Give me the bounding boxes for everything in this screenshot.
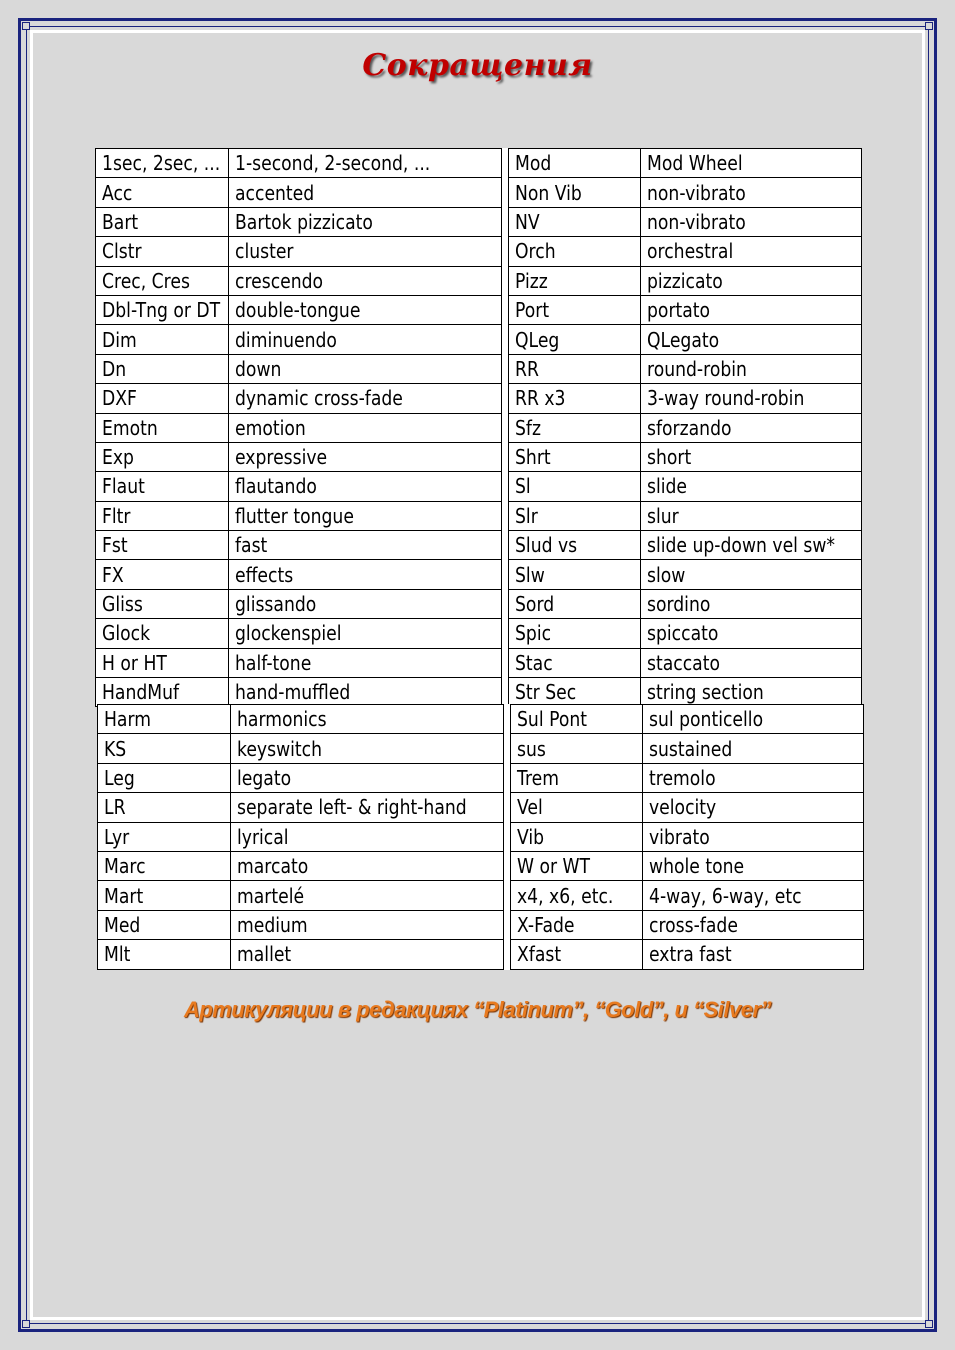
meaning-text: slide [647,474,688,499]
column-separator [502,384,509,413]
table-row [96,354,862,383]
abbreviation-cell [98,881,231,910]
meaning-cell [229,266,502,295]
abbreviation-cell [509,207,641,236]
meaning-cell [643,822,864,851]
abbreviation-cell [509,619,641,648]
meaning-cell [641,648,862,677]
meaning-text: double-tongue [235,298,361,323]
abbreviation-cell [511,910,643,939]
meaning-text: 4-way, 6-way, etc [649,883,802,908]
abbreviation-cell [509,237,641,266]
meaning-text: separate left- & right-hand [237,795,467,820]
abbreviation-text: Flaut [102,474,145,499]
column-separator [502,149,509,178]
meaning-text: round-robin [647,356,747,381]
abbreviation-text: Acc [102,180,133,205]
meaning-cell [641,207,862,236]
meaning-text: martelé [237,883,305,908]
corner-ornament [22,1320,30,1328]
meaning-cell [643,851,864,880]
table-row [96,531,862,560]
abbreviation-text: Sl [515,474,531,499]
abbreviation-cell [98,763,231,792]
meaning-text: tremolo [649,765,716,790]
meaning-cell [231,705,504,734]
meaning-cell [643,734,864,763]
meaning-text: 3-way round-robin [647,386,805,411]
page-title: Сокращения [362,48,593,83]
abbreviation-text: sus [517,736,546,761]
abbreviation-cell [509,472,641,501]
column-separator [502,619,509,648]
corner-ornament [925,22,933,30]
abbreviation-cell [96,325,229,354]
column-separator [502,560,509,589]
abbreviation-text: RR [515,356,539,381]
abbreviation-text: Sord [515,592,555,617]
abbreviation-cell [509,384,641,413]
meaning-cell [229,501,502,530]
meaning-text: marcato [237,854,309,879]
table-row [98,910,864,939]
abbreviation-text: Sfz [515,415,542,440]
column-separator [502,295,509,324]
meaning-text: harmonics [237,707,327,732]
meaning-cell [229,384,502,413]
abbreviation-cell [96,295,229,324]
meaning-cell [641,501,862,530]
abbreviations-table-bottom [97,704,864,970]
table-row [96,501,862,530]
meaning-cell [229,354,502,383]
abbreviation-text: Fltr [102,503,131,528]
table-row [96,266,862,295]
meaning-cell [229,472,502,501]
table-row [98,705,864,734]
meaning-cell [229,237,502,266]
column-separator [504,793,511,822]
abbreviation-text: Pizz [515,268,548,293]
column-separator [502,442,509,471]
meaning-cell [231,763,504,792]
abbreviation-text: Str Sec [515,680,577,705]
meaning-text: whole tone [649,854,745,879]
meaning-text: slur [647,503,679,528]
meaning-cell [229,560,502,589]
meaning-cell [643,763,864,792]
table-row [96,237,862,266]
abbreviation-cell [509,648,641,677]
abbreviation-text: Vel [517,795,543,820]
abbreviation-text: Non Vib [515,180,582,205]
table-row [96,325,862,354]
abbreviation-cell [509,442,641,471]
table-row [96,560,862,589]
abbreviation-cell [509,560,641,589]
column-separator [502,531,509,560]
column-separator [504,763,511,792]
table-row [98,734,864,763]
meaning-cell [641,472,862,501]
table-row [96,384,862,413]
meaning-cell [231,822,504,851]
meaning-cell [231,793,504,822]
abbreviation-cell [98,910,231,939]
abbreviation-text: X-Fade [517,912,575,937]
abbreviation-cell [509,531,641,560]
column-separator [504,910,511,939]
meaning-cell [641,678,862,707]
abbreviation-text: H or HT [102,650,167,675]
meaning-text: QLegato [647,327,720,352]
articulations-caption: Артикуляции в редакциях “Platinum”, “Gold”, и “Silver” [183,997,772,1022]
meaning-text: cross-fade [649,912,738,937]
abbreviation-text: Emotn [102,415,158,440]
meaning-cell [229,413,502,442]
abbreviation-cell [511,763,643,792]
table-row [98,851,864,880]
abbreviation-text: Med [104,912,141,937]
abbreviation-cell [509,295,641,324]
abbreviation-text: Harm [104,707,152,732]
column-separator [504,822,511,851]
abbreviation-cell [98,705,231,734]
meaning-cell [229,178,502,207]
column-separator [504,881,511,910]
table-row [96,178,862,207]
table-row [96,619,862,648]
meaning-text: non-vibrato [647,180,746,205]
table-row [96,413,862,442]
meaning-text: portato [647,298,711,323]
meaning-text: lyrical [237,824,289,849]
column-separator [502,648,509,677]
abbreviation-text: Stac [515,650,553,675]
meaning-text: slow [647,562,686,587]
column-separator [502,207,509,236]
meaning-text: pizzicato [647,268,723,293]
abbreviation-text: Exp [102,445,134,470]
abbreviation-cell [96,149,229,178]
table-row [96,589,862,618]
meaning-text: diminuendo [235,327,337,352]
abbreviation-text: Mlt [104,942,131,967]
abbreviation-cell [96,589,229,618]
meaning-cell [231,734,504,763]
abbreviation-cell [96,237,229,266]
abbreviation-text: Slud vs [515,533,578,558]
table-row [96,442,862,471]
table-row [98,763,864,792]
abbreviation-cell [509,149,641,178]
meaning-text: sustained [649,736,733,761]
abbreviation-text: Mart [104,883,144,908]
abbreviation-text: FX [102,562,124,587]
meaning-cell [643,881,864,910]
meaning-text: Bartok pizzicato [235,209,373,234]
meaning-cell [641,178,862,207]
abbreviation-cell [96,501,229,530]
meaning-cell [229,442,502,471]
abbreviation-cell [96,354,229,383]
abbreviation-text: Gliss [102,592,143,617]
abbreviation-cell [511,881,643,910]
abbreviation-text: Port [515,298,550,323]
meaning-cell [643,705,864,734]
meaning-text: sforzando [647,415,732,440]
abbreviations-table-top [95,148,862,707]
meaning-cell [641,619,862,648]
abbreviation-text: Fst [102,533,128,558]
meaning-text: effects [235,562,294,587]
abbreviation-cell [96,207,229,236]
column-separator [502,325,509,354]
meaning-cell [641,531,862,560]
abbreviation-text: Vib [517,824,545,849]
meaning-text: keyswitch [237,736,323,761]
meaning-cell [641,149,862,178]
abbreviation-cell [509,178,641,207]
meaning-cell [641,384,862,413]
meaning-cell [643,940,864,969]
abbreviation-text: Xfast [517,942,562,967]
abbreviation-cell [511,793,643,822]
meaning-text: glockenspiel [235,621,342,646]
abbreviation-cell [98,851,231,880]
abbreviation-cell [98,734,231,763]
meaning-text: hand-muffled [235,680,351,705]
meaning-cell [641,325,862,354]
corner-ornament [925,1320,933,1328]
abbreviation-cell [509,354,641,383]
meaning-text: crescendo [235,268,324,293]
column-separator [502,678,509,707]
abbreviation-cell [511,940,643,969]
abbreviation-cell [511,851,643,880]
abbreviation-cell [98,793,231,822]
abbreviation-text: DXF [102,386,137,411]
meaning-text: sordino [647,592,711,617]
meaning-cell [641,560,862,589]
abbreviation-cell [509,501,641,530]
table-row [96,207,862,236]
meaning-cell [641,589,862,618]
abbreviation-text: Leg [104,765,135,790]
meaning-text: half-tone [235,650,312,675]
abbreviation-cell [509,589,641,618]
meaning-cell [229,619,502,648]
abbreviation-text: Glock [102,621,151,646]
meaning-text: fast [235,533,268,558]
corner-ornament [22,22,30,30]
meaning-text: flutter tongue [235,503,354,528]
column-separator [504,705,511,734]
column-separator [502,413,509,442]
abbreviation-cell [96,560,229,589]
abbreviation-text: Crec, Cres [102,268,190,293]
meaning-text: orchestral [647,239,734,264]
abbreviation-text: KS [104,736,127,761]
column-separator [502,266,509,295]
meaning-cell [643,793,864,822]
abbreviation-cell [509,325,641,354]
column-separator [504,940,511,969]
abbreviation-cell [96,384,229,413]
column-separator [502,178,509,207]
meaning-text: vibrato [649,824,710,849]
meaning-text: down [235,356,282,381]
abbreviation-text: Orch [515,239,556,264]
abbreviation-cell [509,413,641,442]
abbreviation-cell [98,822,231,851]
meaning-cell [641,237,862,266]
meaning-text: cluster [235,239,294,264]
meaning-cell [229,207,502,236]
meaning-cell [231,881,504,910]
abbreviation-text: Sul Pont [517,707,587,732]
abbreviation-text: RR x3 [515,386,566,411]
meaning-text: non-vibrato [647,209,746,234]
meaning-text: sul ponticello [649,707,764,732]
meaning-cell [643,910,864,939]
abbreviation-text: Marc [104,854,146,879]
meaning-text: extra fast [649,942,732,967]
abbreviation-text: Shrt [515,445,551,470]
abbreviation-cell [96,472,229,501]
table-row [98,940,864,969]
meaning-text: glissando [235,592,317,617]
table-row [98,793,864,822]
meaning-text: flautando [235,474,317,499]
column-separator [504,734,511,763]
column-separator [502,472,509,501]
abbreviation-cell [96,178,229,207]
meaning-cell [641,266,862,295]
meaning-cell [641,442,862,471]
table-row [96,678,862,707]
table-row [96,472,862,501]
abbreviation-text: x4, x6, etc. [517,883,614,908]
column-separator [502,501,509,530]
abbreviation-cell [96,531,229,560]
meaning-text: velocity [649,795,717,820]
meaning-cell [231,940,504,969]
meaning-cell [229,589,502,618]
meaning-text: short [647,445,692,470]
abbreviation-text: QLeg [515,327,560,352]
abbreviation-text: Slw [515,562,545,587]
table-row [96,648,862,677]
meaning-cell [641,295,862,324]
abbreviation-cell [511,734,643,763]
meaning-text: staccato [647,650,720,675]
column-separator [504,851,511,880]
table-row [98,881,864,910]
abbreviation-cell [98,940,231,969]
abbreviation-text: Spic [515,621,552,646]
abbreviation-text: LR [104,795,126,820]
meaning-cell [229,531,502,560]
table-row [96,295,862,324]
table-row [98,822,864,851]
meaning-text: emotion [235,415,306,440]
abbreviation-text: Clstr [102,239,142,264]
abbreviation-cell [509,678,641,707]
meaning-cell [229,648,502,677]
abbreviation-cell [96,266,229,295]
abbreviation-cell [96,678,229,707]
abbreviation-text: Lyr [104,824,130,849]
table-row [96,149,862,178]
abbreviation-text: Dbl-Tng or DT [102,298,221,323]
abbreviation-text: Dn [102,356,127,381]
abbreviation-text: 1sec, 2sec, ... [102,151,221,176]
abbreviation-cell [96,648,229,677]
column-separator [502,237,509,266]
meaning-cell [231,851,504,880]
meaning-text: medium [237,912,308,937]
meaning-text: dynamic cross-fade [235,386,403,411]
meaning-cell [231,910,504,939]
abbreviation-text: Bart [102,209,139,234]
abbreviation-text: W or WT [517,854,591,879]
abbreviation-text: NV [515,209,540,234]
meaning-cell [641,413,862,442]
abbreviation-cell [511,822,643,851]
abbreviation-text: Mod [515,151,552,176]
abbreviation-cell [96,413,229,442]
abbreviation-text: HandMuf [102,680,180,705]
abbreviation-text: Dim [102,327,137,352]
meaning-text: 1-second, 2-second, ... [235,151,431,176]
meaning-cell [641,354,862,383]
column-separator [502,589,509,618]
meaning-cell [229,149,502,178]
meaning-cell [229,325,502,354]
meaning-text: accented [235,180,315,205]
meaning-text: string section [647,680,764,705]
abbreviation-text: Slr [515,503,538,528]
meaning-cell [229,295,502,324]
meaning-text: Mod Wheel [647,151,743,176]
meaning-text: spiccato [647,621,719,646]
meaning-text: slide up-down vel sw* [647,533,836,558]
abbreviation-cell [511,705,643,734]
abbreviation-cell [509,266,641,295]
abbreviation-cell [96,619,229,648]
meaning-cell [229,678,502,707]
abbreviation-text: Trem [517,765,560,790]
abbreviation-cell [96,442,229,471]
column-separator [502,354,509,383]
meaning-text: mallet [237,942,292,967]
meaning-text: legato [237,765,292,790]
meaning-text: expressive [235,445,328,470]
